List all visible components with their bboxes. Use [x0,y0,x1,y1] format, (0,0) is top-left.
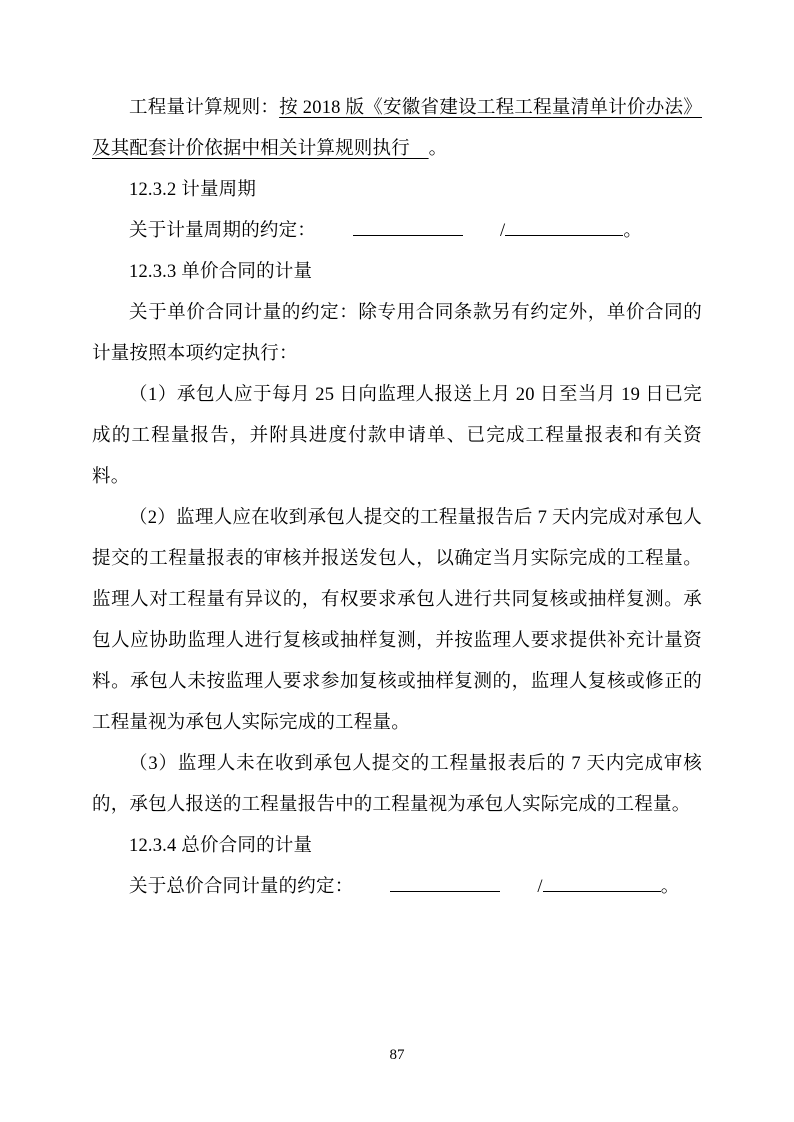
document-body [92,88,702,908]
lump-sum-blank [353,867,660,908]
blank-right [543,891,661,892]
measurement-period-suffix: 。 [623,221,643,241]
blank-slash: / [500,221,506,241]
heading-12-3-4: 12.3.4 总价合同的计量 [129,836,313,856]
blank-slash: / [537,877,543,897]
paragraph-item-3: （3）监理人未在收到承包人提交的工程量报表后的 7 天内完成审核的，承包人报送的工程量报告中的工程量视为承包人实际完成的工程量。 [92,754,702,815]
lump-sum-prefix: 关于总价合同计量的约定： [129,877,354,897]
rule-period: 。 [428,139,448,159]
paragraph-calculation-rule [92,88,702,170]
paragraph-unit-price-contract: 关于单价合同计量的约定：除专用合同条款另有约定外，单价合同的计量按照本项约定执行： [92,303,702,364]
paragraph-item-1: （1）承包人应于每月 25 日向监理人报送上月 20 日至当月 19 日已完成的工程量报告，并附具进度付款申请单、已完成工程量报表和有关资料。 [92,385,702,487]
blank-left [353,235,463,236]
heading-12-3-2: 12.3.2 计量周期 [129,180,257,200]
paragraph-lump-sum-contract [92,867,702,908]
rule-underlined-value: 按 2018 版《安徽省建设工程工程量清单计价办法》及其配套计价依据中相关计算规则执行 [92,98,702,159]
paragraph-measurement-period [92,211,702,252]
page-number: 87 [389,1047,405,1063]
blank-left [390,891,500,892]
measurement-period-blank [316,211,623,252]
heading-12-3-3: 12.3.3 单价合同的计量 [129,262,313,282]
rule-label: 工程量计算规则： [129,98,280,118]
paragraph-item-2: （2）监理人应在收到承包人提交的工程量报告后 7 天内完成对承包人提交的工程量报表的审核并报送发包人，以确定当月实际完成的工程量。监理人对工程量有异议的，有权要求承包人进行共同复核或抽样复测。承包人应协助监理人进行复核或抽样复测，并按监理人要求提供补充计量资料。承包人未按监理人要求参加复核或抽样复测的，监理人复核或修正的工程量视为承包人实际完成的工程量。 [92,508,702,733]
lump-sum-suffix: 。 [660,877,680,897]
blank-right [505,235,623,236]
measurement-period-prefix: 关于计量周期的约定： [129,221,317,241]
